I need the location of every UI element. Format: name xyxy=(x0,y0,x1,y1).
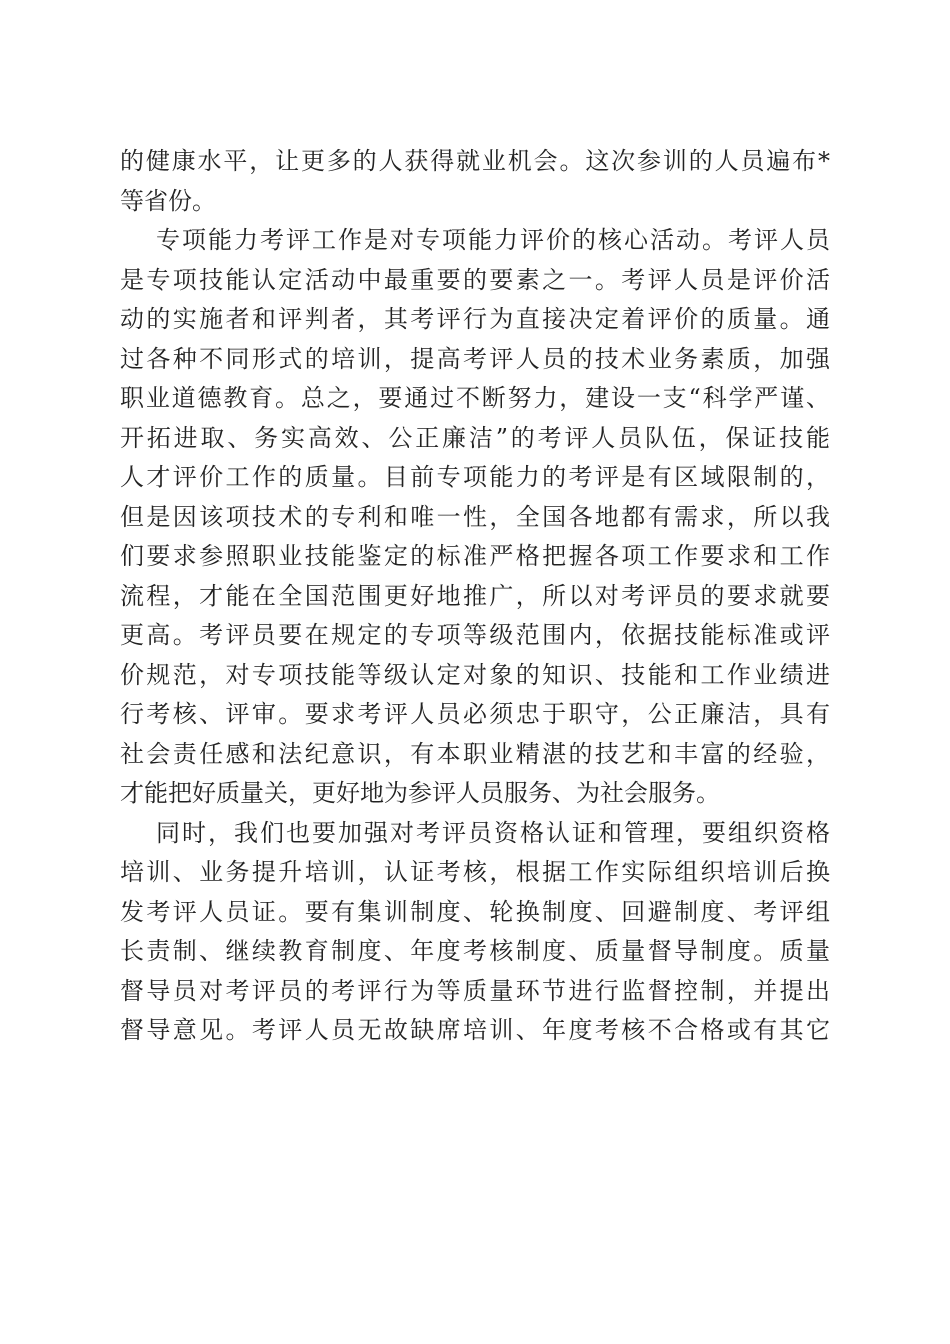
text-line: 行考核、评审。要求考评人员必须忠于职守，公正廉洁，具有 xyxy=(120,700,830,728)
document-body xyxy=(120,142,830,1051)
text-line: 才能把好质量关，更好地为参评人员服务、为社会服务。 xyxy=(120,779,720,807)
text-line: 职业道德教育。总之，要通过不断努力，建设一支“科学严谨、 xyxy=(120,384,830,412)
text-line: 开拓进取、务实高效、公正廉洁”的考评人员队伍，保证技能 xyxy=(120,423,830,452)
text-line: 过各种不同形式的培训，提高考评人员的技术业务素质，加强 xyxy=(120,344,830,373)
text-line: 督导员对考评员的考评行为等质量环节进行监督控制，并提出 xyxy=(120,976,830,1005)
text-line: 培训、业务提升培训，认证考核，根据工作实际组织培训后换 xyxy=(120,858,830,886)
text-line: 专项能力考评工作是对专项能力评价的核心活动。考评人员 xyxy=(156,226,830,254)
paragraph xyxy=(120,814,830,1051)
text-line: 流程，才能在全国范围更好地推广，所以对考评员的要求就要 xyxy=(120,581,830,610)
text-line: 长责制、继续教育制度、年度考核制度、质量督导制度。质量 xyxy=(120,937,830,965)
text-line: 但是因该项技术的专利和唯一性，全国各地都有需求，所以我 xyxy=(120,502,830,531)
text-line: 们要求参照职业技能鉴定的标准严格把握各项工作要求和工作 xyxy=(120,542,830,570)
text-line: 督导意见。考评人员无故缺席培训、年度考核不合格或有其它 xyxy=(120,1016,830,1044)
text-line: 的健康水平，让更多的人获得就业机会。这次参训的人员遍布* xyxy=(120,147,830,175)
text-line: 同时，我们也要加强对考评员资格认证和管理，要组织资格 xyxy=(156,818,830,847)
text-line: 动的实施者和评判者，其考评行为直接决定着评价的质量。通 xyxy=(120,305,830,333)
text-line: 人才评价工作的质量。目前专项能力的考评是有区域限制的， xyxy=(120,463,830,491)
paragraph xyxy=(120,221,830,814)
paragraph xyxy=(120,142,830,221)
text-line: 发考评人员证。要有集训制度、轮换制度、回避制度、考评组 xyxy=(120,897,830,926)
text-line: 是专项技能认定活动中最重要的要素之一。考评人员是评价活 xyxy=(120,265,830,294)
text-line: 价规范，对专项技能等级认定对象的知识、技能和工作业绩进 xyxy=(120,660,830,689)
text-line: 更高。考评员要在规定的专项等级范围内，依据技能标准或评 xyxy=(120,621,830,649)
text-line: 等省份。 xyxy=(120,186,216,215)
text-line: 社会责任感和法纪意识，有本职业精湛的技艺和丰富的经验， xyxy=(120,739,830,768)
